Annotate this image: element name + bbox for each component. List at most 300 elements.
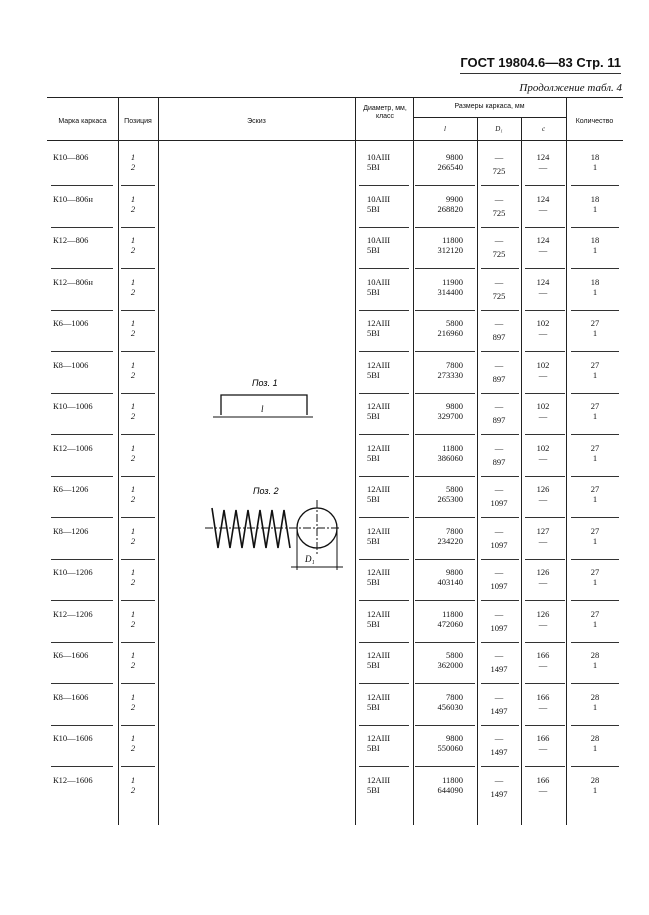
- cell-dia-value: 10AIII: [367, 276, 391, 287]
- cell-dia: [367, 277, 417, 297]
- cell-l-value: 265300: [437, 494, 463, 504]
- cell-mark: [53, 650, 113, 660]
- cell-l-value: 403140: [437, 577, 463, 587]
- cell-pos-value: 1: [130, 608, 136, 619]
- cell-dia-value: 12AIII: [367, 484, 391, 494]
- cell-c: [523, 443, 563, 463]
- dims-subheader-rule: [414, 117, 566, 118]
- frame-sketch: [195, 370, 355, 580]
- table-row: [47, 768, 623, 809]
- cell-pos-value: 1: [130, 733, 136, 743]
- cell-dia: [367, 526, 417, 546]
- cell-l-value: 7800: [446, 525, 463, 536]
- cell-c-value: 166: [536, 650, 550, 660]
- cell-mark-value: К10—806: [53, 152, 89, 162]
- cell-d1-value: —: [494, 691, 504, 702]
- cell-mark-value: К12—1206: [53, 608, 93, 619]
- cell-l: [419, 526, 463, 546]
- cell-d1: [479, 194, 519, 218]
- cell-c: [523, 775, 563, 795]
- cell-c: [523, 152, 563, 172]
- cell-dia-value: 5BI: [367, 743, 380, 753]
- cell-d1: [479, 484, 519, 508]
- col-header-c: c: [541, 125, 546, 133]
- cell-qty-value: 28: [590, 650, 600, 660]
- cell-c-value: 126: [536, 484, 550, 494]
- cell-l-value: 472060: [437, 618, 463, 629]
- cell-l-value: 7800: [446, 359, 463, 370]
- cell-l-value: 9800: [446, 401, 463, 411]
- cell-qty-value: 1: [592, 701, 598, 712]
- cell-d1-value: 725: [492, 290, 506, 301]
- cell-mark: [53, 733, 113, 743]
- cell-l-value: 273330: [437, 369, 463, 380]
- cell-c-value: 124: [536, 276, 550, 287]
- cell-dia-value: 12AIII: [367, 359, 391, 370]
- cell-c-value: —: [538, 452, 548, 463]
- cell-pos-value: 2: [130, 369, 136, 380]
- cell-pos-value: 2: [130, 494, 136, 504]
- cell-qty: [567, 277, 623, 297]
- cell-l: [419, 277, 463, 297]
- cell-mark: [53, 775, 113, 785]
- cell-mark-value: К6—1006: [53, 318, 89, 328]
- cell-l: [419, 609, 463, 629]
- cell-c-value: —: [538, 660, 548, 670]
- cell-pos-value: 1: [130, 193, 136, 204]
- cell-l: [419, 650, 463, 670]
- sketch-pos2-label: Поз. 2: [253, 486, 279, 496]
- table-row: [47, 726, 623, 767]
- cell-pos-value: 2: [130, 162, 136, 172]
- cell-l-value: 11800: [442, 235, 463, 245]
- cell-qty-value: 18: [590, 193, 600, 204]
- cell-dia-value: 5BI: [367, 162, 380, 172]
- cell-d1-value: —: [494, 276, 504, 287]
- cell-pos: [127, 152, 139, 172]
- cell-d1-value: 1097: [490, 622, 508, 633]
- cell-d1: [479, 318, 519, 342]
- cell-qty: [567, 484, 623, 504]
- cell-l-value: 314400: [437, 286, 463, 297]
- cell-d1-value: —: [494, 774, 504, 785]
- cell-qty-value: 27: [590, 359, 600, 370]
- cell-c-value: 166: [536, 691, 550, 702]
- cell-mark: [53, 609, 113, 619]
- cell-l-value: 644090: [437, 784, 463, 795]
- cell-mark-value: К10—806н: [53, 193, 93, 204]
- cell-c: [523, 401, 563, 421]
- cell-d1: [479, 152, 519, 176]
- cell-pos: [127, 484, 139, 504]
- table-top-rule: [47, 97, 623, 98]
- cell-mark: [53, 152, 113, 162]
- cell-dia: [367, 360, 417, 380]
- bar-drawing: [221, 395, 307, 415]
- cell-qty: [567, 360, 623, 380]
- cell-c-value: —: [538, 328, 548, 338]
- cell-pos: [127, 775, 139, 795]
- cell-dia-value: 12AIII: [367, 401, 391, 411]
- cell-mark: [53, 484, 113, 494]
- cell-d1: [479, 733, 519, 757]
- cell-dia-value: 12AIII: [367, 525, 391, 536]
- cell-d1-value: 897: [492, 332, 506, 342]
- cell-c-value: 102: [536, 359, 550, 370]
- cell-l: [419, 484, 463, 504]
- cell-qty-value: 1: [592, 411, 598, 421]
- cell-pos-value: 1: [130, 318, 136, 328]
- cell-l: [419, 775, 463, 795]
- cell-mark-value: К10—1206: [53, 567, 93, 577]
- cell-pos-value: 1: [130, 650, 136, 660]
- cell-c-value: 166: [536, 774, 550, 785]
- cell-dia: [367, 194, 417, 214]
- cell-l-value: 9800: [446, 733, 463, 743]
- cell-dia: [367, 235, 417, 255]
- sketch-pos1-dim: l: [261, 404, 264, 414]
- cell-l: [419, 152, 463, 172]
- cell-qty: [567, 194, 623, 214]
- cell-c-value: —: [538, 245, 548, 255]
- cell-dia-value: 10AIII: [367, 193, 391, 204]
- cell-pos-value: 2: [130, 411, 136, 421]
- cell-d1-value: —: [494, 650, 504, 660]
- cell-d1-value: —: [494, 193, 504, 204]
- cell-c-value: 126: [536, 567, 550, 577]
- cell-pos: [127, 194, 139, 214]
- cell-dia-value: 5BI: [367, 328, 380, 338]
- cell-mark-value: К6—1606: [53, 650, 89, 660]
- cell-dia: [367, 733, 417, 753]
- cell-dia-value: 10AIII: [367, 235, 391, 245]
- col-header-sketch: Эскиз: [247, 118, 266, 125]
- cell-mark-value: К10—1006: [53, 401, 93, 411]
- cell-c: [523, 277, 563, 297]
- cell-qty-value: 27: [590, 442, 600, 453]
- cell-d1: [479, 526, 519, 550]
- cell-c-value: —: [538, 286, 548, 297]
- col-header-diameter: Диаметр, мм, класс: [363, 105, 407, 120]
- cell-c-value: —: [538, 162, 548, 172]
- cell-d1-value: 725: [492, 249, 506, 259]
- table-row: [47, 643, 623, 684]
- cell-pos-value: 1: [130, 691, 136, 702]
- cell-c-value: 127: [536, 525, 550, 536]
- table-row: [47, 187, 623, 228]
- cell-pos: [127, 526, 139, 546]
- cell-d1-value: —: [494, 484, 504, 494]
- cell-pos-value: 2: [130, 743, 136, 753]
- cell-qty-value: 27: [590, 608, 600, 619]
- cell-d1: [479, 650, 519, 674]
- cell-l-value: 7800: [446, 691, 463, 702]
- table-header-rule: [47, 140, 623, 141]
- cell-dia: [367, 318, 417, 338]
- cell-d1-value: 1097: [490, 581, 508, 591]
- cell-d1-value: —: [494, 318, 504, 328]
- cell-l: [419, 692, 463, 712]
- cell-l-value: 11800: [442, 774, 463, 785]
- cell-qty-value: 27: [590, 401, 600, 411]
- cell-mark: [53, 567, 113, 577]
- cell-qty-value: 27: [590, 484, 600, 494]
- cell-d1: [479, 443, 519, 467]
- cell-qty-value: 28: [590, 691, 600, 702]
- table-continuation-label: Продолжение табл. 4: [519, 82, 622, 94]
- cell-l-value: 216960: [437, 328, 463, 338]
- cell-d1-value: —: [494, 567, 504, 577]
- cell-mark: [53, 235, 113, 245]
- cell-dia-value: 5BI: [367, 660, 380, 670]
- cell-l-value: 11900: [442, 276, 463, 287]
- cell-c-value: —: [538, 618, 548, 629]
- cell-qty-value: 27: [590, 567, 600, 577]
- cell-d1-value: 1497: [490, 664, 508, 674]
- cell-c-value: 124: [536, 152, 550, 162]
- cell-d1-value: —: [494, 733, 504, 743]
- cell-d1: [479, 277, 519, 301]
- cell-c: [523, 567, 563, 587]
- table-row: [47, 145, 623, 186]
- cell-pos: [127, 567, 139, 587]
- sketch-pos1-label: Поз. 1: [252, 378, 278, 388]
- cell-pos-value: 2: [130, 328, 136, 338]
- cell-pos: [127, 401, 139, 421]
- cell-dia: [367, 401, 417, 421]
- cell-l-value: 329700: [437, 411, 463, 421]
- col-header-qty: Количество: [575, 118, 614, 125]
- cell-dia: [367, 567, 417, 587]
- cell-c: [523, 194, 563, 214]
- cell-pos-value: 2: [130, 286, 136, 297]
- table-row: [47, 602, 623, 643]
- cell-l: [419, 567, 463, 587]
- cell-dia-value: 5BI: [367, 286, 380, 297]
- cell-d1-value: —: [494, 152, 504, 162]
- cell-dia-value: 5BI: [367, 203, 380, 214]
- cell-mark-value: К8—1206: [53, 525, 89, 536]
- cell-l-value: 266540: [437, 162, 463, 172]
- cell-pos-value: 2: [130, 452, 136, 463]
- cell-dia-value: 5BI: [367, 701, 380, 712]
- cell-qty: [567, 609, 623, 629]
- cell-dia: [367, 775, 417, 795]
- cell-pos-value: 2: [130, 203, 136, 214]
- cell-d1-value: 1497: [490, 747, 508, 757]
- cell-d1-value: 1497: [490, 788, 508, 799]
- cell-mark-value: К12—1606: [53, 774, 93, 785]
- cell-c: [523, 484, 563, 504]
- cell-l: [419, 318, 463, 338]
- cell-c: [523, 609, 563, 629]
- cell-pos-value: 2: [130, 784, 136, 795]
- cell-qty: [567, 318, 623, 338]
- cell-c-value: 124: [536, 193, 550, 204]
- cell-d1-value: —: [494, 235, 504, 245]
- cell-l-value: 362000: [437, 660, 463, 670]
- cell-mark-value: К12—1006: [53, 442, 93, 453]
- cell-qty-value: 1: [592, 743, 598, 753]
- cell-pos-value: 2: [130, 535, 136, 546]
- cell-l: [419, 733, 463, 753]
- cell-l-value: 5800: [446, 650, 463, 660]
- cell-dia-value: 12AIII: [367, 567, 391, 577]
- cell-pos: [127, 360, 139, 380]
- cell-l: [419, 235, 463, 255]
- cell-qty-value: 18: [590, 152, 600, 162]
- cell-c-value: —: [538, 701, 548, 712]
- cell-qty: [567, 152, 623, 172]
- cell-qty: [567, 401, 623, 421]
- cell-l-value: 9800: [446, 152, 463, 162]
- cell-l: [419, 360, 463, 380]
- cell-l-value: 9800: [446, 567, 463, 577]
- page-header: ГОСТ 19804.6—83 Стр. 11: [460, 55, 621, 74]
- cell-c-value: 102: [536, 318, 550, 328]
- col-header-dims-group: Размеры каркаса, мм: [454, 103, 525, 110]
- cell-l-value: 456030: [437, 701, 463, 712]
- cell-d1-value: —: [494, 608, 504, 619]
- cell-mark-value: К8—1606: [53, 691, 89, 702]
- cell-d1: [479, 775, 519, 799]
- cell-d1-value: —: [494, 401, 504, 411]
- cell-pos-value: 2: [130, 577, 136, 587]
- cell-c-value: —: [538, 411, 548, 421]
- cell-qty: [567, 775, 623, 795]
- cell-d1: [479, 401, 519, 425]
- cell-pos-value: 1: [130, 525, 136, 536]
- cell-qty-value: 1: [592, 328, 598, 338]
- cell-d1-value: 897: [492, 373, 506, 384]
- cell-l: [419, 401, 463, 421]
- cell-c: [523, 650, 563, 670]
- cell-mark: [53, 443, 113, 453]
- cell-pos-value: 1: [130, 401, 136, 411]
- cell-dia: [367, 152, 417, 172]
- cell-l-value: 312120: [437, 245, 463, 255]
- cell-qty-value: 1: [592, 577, 598, 587]
- cell-mark-value: К12—806: [53, 235, 89, 245]
- cell-dia: [367, 650, 417, 670]
- cell-pos: [127, 235, 139, 255]
- cell-d1-value: 897: [492, 415, 506, 425]
- cell-d1-value: 1097: [490, 539, 508, 550]
- cell-qty-value: 18: [590, 235, 600, 245]
- cell-c-value: —: [538, 743, 548, 753]
- cell-pos: [127, 443, 139, 463]
- cell-d1-value: 1097: [490, 498, 508, 508]
- cell-d1-value: 897: [492, 456, 506, 467]
- cell-l: [419, 443, 463, 463]
- cell-dia: [367, 443, 417, 463]
- cell-d1: [479, 360, 519, 384]
- cell-mark: [53, 194, 113, 204]
- cell-l-value: 550060: [437, 743, 463, 753]
- cell-l-value: 234220: [437, 535, 463, 546]
- cell-qty-value: 1: [592, 162, 598, 172]
- cell-qty-value: 1: [592, 618, 598, 629]
- cell-dia-value: 5BI: [367, 452, 380, 463]
- cell-dia-value: 5BI: [367, 411, 380, 421]
- cell-qty-value: 1: [592, 245, 598, 255]
- cell-l-value: 5800: [446, 318, 463, 328]
- cell-pos: [127, 609, 139, 629]
- cell-l-value: 11800: [442, 608, 463, 619]
- cell-c-value: 166: [536, 733, 550, 743]
- cell-dia-value: 5BI: [367, 577, 380, 587]
- cell-dia-value: 12AIII: [367, 608, 391, 619]
- cell-c: [523, 318, 563, 338]
- table-row: [47, 685, 623, 726]
- table-row: [47, 311, 623, 352]
- cell-l-value: 268820: [437, 203, 463, 214]
- sketch-pos2-dim: D₁: [305, 554, 315, 564]
- col-header-position: Позиция: [124, 118, 152, 125]
- cell-qty-value: 28: [590, 774, 600, 785]
- cell-c-value: —: [538, 535, 548, 546]
- cell-qty-value: 27: [590, 318, 600, 328]
- cell-dia-value: 5BI: [367, 369, 380, 380]
- cell-c: [523, 733, 563, 753]
- cell-c-value: 126: [536, 608, 550, 619]
- cell-dia: [367, 484, 417, 504]
- cell-pos-value: 1: [130, 152, 136, 162]
- cell-pos-value: 1: [130, 484, 136, 494]
- cell-l-value: 386060: [437, 452, 463, 463]
- cell-dia-value: 5BI: [367, 535, 380, 546]
- cell-l-value: 5800: [446, 484, 463, 494]
- cell-qty-value: 1: [592, 660, 598, 670]
- cell-pos-value: 2: [130, 618, 136, 629]
- cell-pos-value: 1: [130, 774, 136, 785]
- cell-d1-value: —: [494, 525, 504, 536]
- cell-mark: [53, 401, 113, 411]
- cell-d1-value: 1497: [490, 705, 508, 716]
- cell-pos-value: 2: [130, 660, 136, 670]
- cell-pos-value: 2: [130, 245, 136, 255]
- cell-qty-value: 27: [590, 525, 600, 536]
- cell-dia-value: 12AIII: [367, 318, 391, 328]
- cell-mark-value: К10—1606: [53, 733, 93, 743]
- cell-qty-value: 1: [592, 203, 598, 214]
- cell-dia: [367, 609, 417, 629]
- cell-d1: [479, 567, 519, 591]
- cell-d1: [479, 235, 519, 259]
- cell-c-value: 102: [536, 401, 550, 411]
- cell-d1-value: 725: [492, 207, 506, 218]
- cell-c-value: —: [538, 369, 548, 380]
- col-header-mark: Марка каркаса: [58, 118, 107, 125]
- cell-d1-value: —: [494, 442, 504, 453]
- cell-l: [419, 194, 463, 214]
- cell-d1: [479, 609, 519, 633]
- cell-dia-value: 12AIII: [367, 442, 391, 453]
- cell-dia-value: 5BI: [367, 784, 380, 795]
- cell-qty: [567, 443, 623, 463]
- cell-pos-value: 1: [130, 276, 136, 287]
- cell-mark-value: К6—1206: [53, 484, 89, 494]
- cell-c-value: 124: [536, 235, 550, 245]
- cell-pos-value: 1: [130, 235, 136, 245]
- cell-mark: [53, 526, 113, 536]
- cell-qty-value: 28: [590, 733, 600, 743]
- cell-qty: [567, 526, 623, 546]
- cell-dia-value: 10AIII: [367, 152, 391, 162]
- cell-mark-value: К8—1006: [53, 359, 89, 370]
- cell-qty-value: 18: [590, 276, 600, 287]
- cell-dia-value: 12AIII: [367, 650, 391, 660]
